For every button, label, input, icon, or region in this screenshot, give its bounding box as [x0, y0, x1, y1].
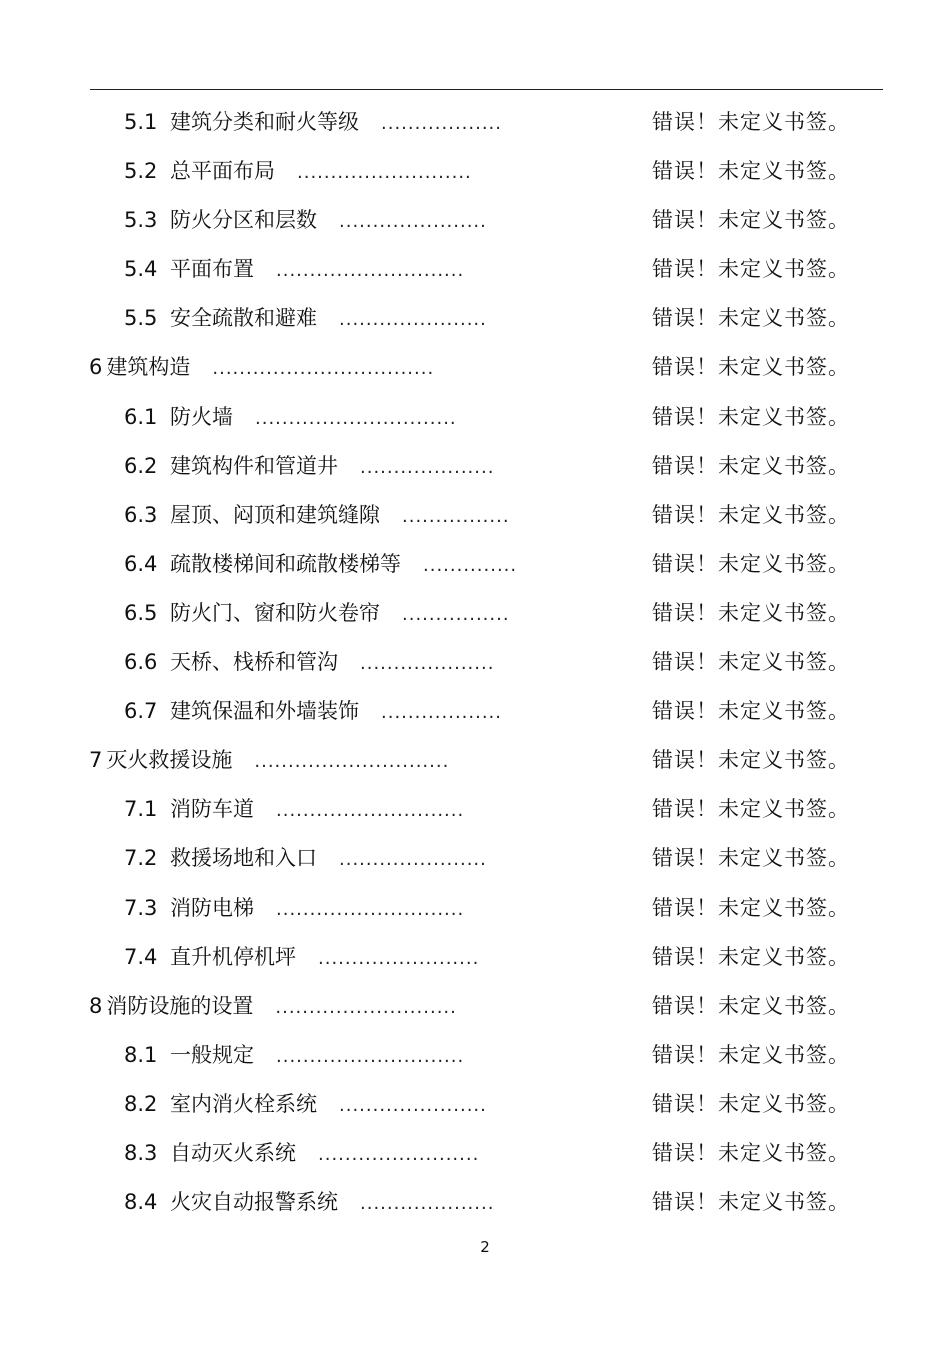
toc-entry-heading [124, 491, 510, 541]
toc-dot-leader: ............................ [276, 260, 465, 282]
toc-entry-page-ref: 错误！未定义书签。 [652, 453, 850, 478]
toc-entry-number: 8.3 [124, 1140, 158, 1165]
toc-entry-number: 6.7 [124, 699, 158, 724]
toc-entry-heading [124, 589, 510, 639]
toc-entry-page-ref: 错误！未定义书签。 [652, 110, 850, 134]
toc-entry-number: 5.3 [124, 208, 158, 233]
toc-entry-page-ref: 错误！未定义书签。 [652, 1190, 850, 1215]
toc-entry-number: 6.2 [124, 453, 158, 478]
toc-entry-heading [124, 540, 517, 590]
toc-dot-leader: ................ [402, 505, 510, 527]
toc-entry-heading [89, 343, 434, 393]
toc-entry-title: 自动灭火系统 [170, 1140, 296, 1165]
toc-entry-page-ref: 错误！未定义书签。 [652, 208, 850, 233]
toc-entry-title: 平面布置 [170, 257, 254, 282]
toc-entry[interactable] [0, 884, 950, 933]
toc-entry[interactable] [0, 687, 950, 736]
toc-entry-number: 8.4 [124, 1190, 158, 1215]
toc-entry-heading [89, 982, 457, 1032]
toc-entry-heading [124, 1031, 464, 1081]
toc-entry[interactable] [0, 736, 950, 785]
toc-entry-page-ref: 错误！未定义书签。 [652, 1140, 850, 1165]
toc-dot-leader: .................... [360, 456, 495, 478]
toc-entry[interactable] [0, 834, 950, 883]
toc-dot-leader: ........................ [318, 947, 480, 969]
toc-entry[interactable] [0, 442, 950, 491]
toc-entry-heading [124, 1129, 479, 1179]
toc-entry-number: 5.1 [124, 110, 158, 134]
toc-entry-heading [124, 393, 457, 443]
toc-entry-title: 救援场地和入口 [170, 846, 317, 871]
toc-entry-number: 8.2 [124, 1091, 158, 1116]
toc-entry-heading [124, 1080, 487, 1130]
toc-entry-number: 8.1 [124, 1042, 158, 1067]
toc-entry-page-ref: 错误！未定义书签。 [652, 257, 850, 282]
toc-dot-leader: .................... [360, 1193, 495, 1215]
toc-entry[interactable] [0, 1178, 950, 1227]
toc-entry-number: 6.3 [124, 502, 158, 527]
toc-entry-title: 建筑构件和管道井 [170, 453, 338, 478]
toc-dot-leader: ...................... [339, 211, 487, 233]
toc-entry[interactable] [0, 343, 950, 392]
toc-entry[interactable] [0, 933, 950, 982]
toc-entry-number: 7.4 [124, 944, 158, 969]
toc-entry-title: 消防车道 [170, 797, 254, 822]
toc-entry-number: 8 [89, 993, 103, 1018]
toc-entry-page-ref: 错误！未定义书签。 [652, 159, 850, 184]
toc-entry-heading [124, 933, 479, 983]
toc-dot-leader: ........................... [275, 996, 457, 1018]
toc-entry-number: 5.2 [124, 159, 158, 184]
toc-entry-heading [124, 196, 487, 246]
toc-entry[interactable] [0, 491, 950, 540]
table-of-contents [0, 98, 950, 1227]
toc-entry-title: 天桥、栈桥和管沟 [170, 650, 338, 675]
toc-entry[interactable] [0, 540, 950, 589]
toc-entry-title: 总平面布局 [170, 159, 275, 184]
toc-entry[interactable] [0, 245, 950, 294]
toc-entry-number: 7.2 [124, 846, 158, 871]
toc-dot-leader: ................ [402, 603, 510, 625]
toc-entry-title: 消防设施的设置 [106, 993, 254, 1018]
toc-entry-page-ref: 错误！未定义书签。 [652, 502, 850, 527]
toc-entry-heading [124, 687, 502, 737]
toc-entry-heading [124, 245, 464, 295]
toc-entry-heading [124, 442, 494, 492]
toc-entry-heading [124, 884, 464, 934]
toc-entry-page-ref: 错误！未定义书签。 [652, 650, 850, 675]
toc-dot-leader: ............................ [276, 898, 465, 920]
toc-entry-heading [124, 294, 487, 344]
toc-entry-number: 6.4 [124, 551, 158, 576]
toc-entry[interactable] [0, 294, 950, 343]
toc-entry[interactable] [0, 393, 950, 442]
toc-entry[interactable] [0, 638, 950, 687]
toc-entry-page-ref: 错误！未定义书签。 [652, 944, 850, 969]
toc-entry[interactable] [0, 589, 950, 638]
toc-entry[interactable] [0, 1080, 950, 1129]
toc-dot-leader: .......................... [297, 162, 472, 184]
toc-entry-title: 直升机停机坪 [170, 944, 296, 969]
toc-entry-number: 6 [89, 355, 103, 380]
toc-entry[interactable] [0, 147, 950, 196]
toc-dot-leader: ............................ [276, 800, 465, 822]
toc-entry-heading [124, 638, 494, 688]
toc-entry-number: 5.4 [124, 257, 158, 282]
toc-entry[interactable] [0, 982, 950, 1031]
toc-entry-title: 安全疏散和避难 [170, 306, 317, 331]
toc-entry-page-ref: 错误！未定义书签。 [652, 306, 850, 331]
toc-entry-title: 一般规定 [170, 1042, 254, 1067]
toc-entry-title: 防火墙 [170, 404, 233, 429]
toc-entry-title: 防火分区和层数 [170, 208, 317, 233]
toc-dot-leader: ................................. [212, 358, 435, 380]
toc-entry-heading [124, 1178, 494, 1228]
toc-entry[interactable] [0, 196, 950, 245]
toc-entry-heading [124, 785, 464, 835]
toc-entry-page-ref: 错误！未定义书签。 [652, 1091, 850, 1116]
toc-entry-heading [89, 736, 449, 786]
toc-entry-title: 灭火救援设施 [106, 748, 233, 773]
toc-entry-heading [124, 147, 472, 197]
toc-dot-leader: ............................ [276, 1045, 465, 1067]
toc-entry-number: 7.3 [124, 895, 158, 920]
toc-entry-heading [124, 98, 502, 148]
toc-dot-leader: .................... [360, 653, 495, 675]
toc-entry-title: 消防电梯 [170, 895, 254, 920]
toc-entry-title: 屋顶、闷顶和建筑缝隙 [170, 502, 380, 527]
toc-entry-page-ref: 错误！未定义书签。 [652, 993, 850, 1018]
toc-dot-leader: ...................... [339, 849, 487, 871]
toc-entry-title: 疏散楼梯间和疏散楼梯等 [170, 551, 401, 576]
toc-entry-page-ref: 错误！未定义书签。 [652, 895, 850, 920]
toc-dot-leader: .............. [423, 554, 518, 576]
toc-entry-title: 室内消火栓系统 [170, 1091, 317, 1116]
toc-entry-title: 建筑分类和耐火等级 [170, 110, 359, 134]
toc-dot-leader: .................. [381, 702, 502, 724]
toc-entry-number: 5.5 [124, 306, 158, 331]
toc-entry[interactable] [0, 98, 950, 147]
header-rule [90, 89, 883, 90]
toc-entry-number: 7.1 [124, 797, 158, 822]
toc-entry-number: 6.1 [124, 404, 158, 429]
toc-entry-page-ref: 错误！未定义书签。 [652, 404, 850, 429]
toc-entry-page-ref: 错误！未定义书签。 [652, 846, 850, 871]
toc-entry-number: 7 [89, 748, 103, 773]
toc-entry-page-ref: 错误！未定义书签。 [652, 699, 850, 724]
toc-entry-title: 火灾自动报警系统 [170, 1190, 338, 1215]
toc-entry-number: 6.5 [124, 600, 158, 625]
page-number: 2 [480, 1238, 490, 1256]
toc-entry-page-ref: 错误！未定义书签。 [652, 1042, 850, 1067]
toc-entry[interactable] [0, 1031, 950, 1080]
toc-entry-title: 建筑保温和外墙装饰 [170, 699, 359, 724]
toc-dot-leader: ............................. [254, 751, 450, 773]
toc-entry-page-ref: 错误！未定义书签。 [652, 551, 850, 576]
toc-entry-page-ref: 错误！未定义书签。 [652, 355, 850, 380]
toc-entry[interactable] [0, 1129, 950, 1178]
toc-entry-title: 防火门、窗和防火卷帘 [170, 600, 380, 625]
toc-dot-leader: ...................... [339, 309, 487, 331]
toc-entry-page-ref: 错误！未定义书签。 [652, 797, 850, 822]
toc-dot-leader: .................. [381, 113, 502, 134]
toc-dot-leader: ...................... [339, 1094, 487, 1116]
toc-entry[interactable] [0, 785, 950, 834]
toc-dot-leader: ........................ [318, 1143, 480, 1165]
toc-entry-number: 6.6 [124, 650, 158, 675]
toc-dot-leader: .............................. [255, 407, 457, 429]
toc-entry-page-ref: 错误！未定义书签。 [652, 748, 850, 773]
toc-entry-heading [124, 834, 487, 884]
toc-entry-title: 建筑构造 [106, 355, 191, 380]
toc-entry-page-ref: 错误！未定义书签。 [652, 600, 850, 625]
